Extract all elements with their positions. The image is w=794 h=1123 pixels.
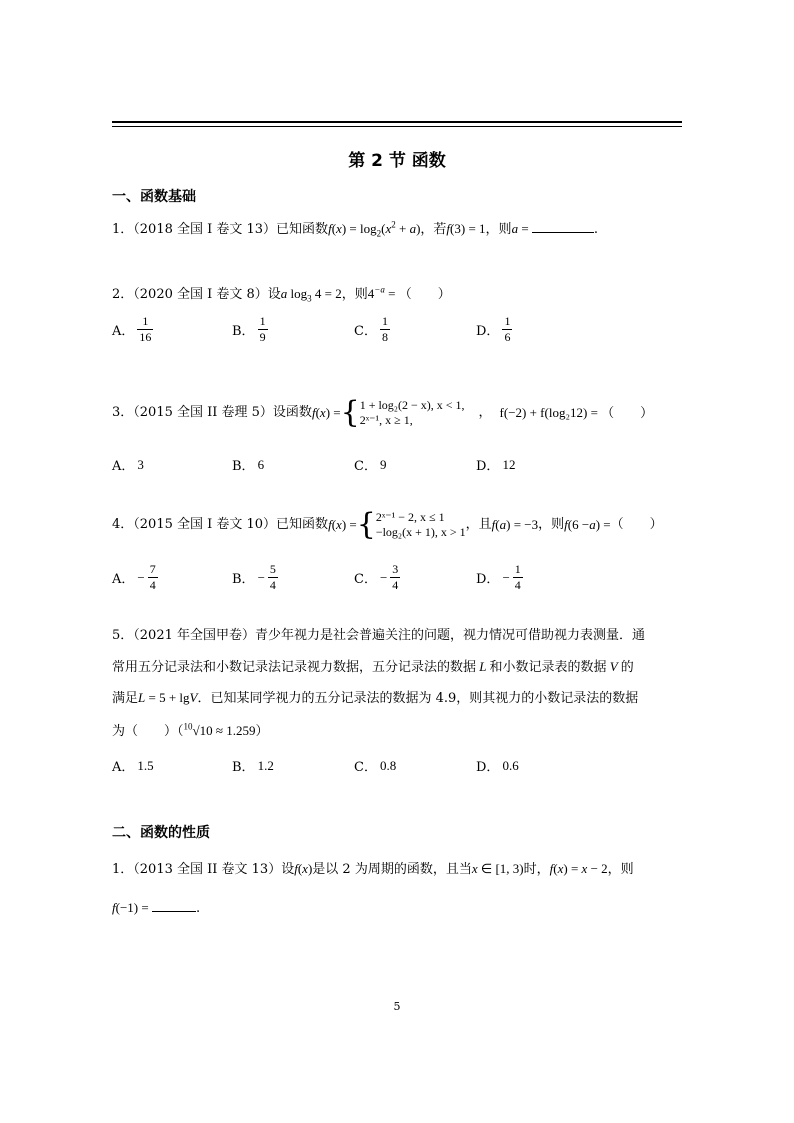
question-5-line-4: 为（ ）（$^{10}$√10 ≈ 1.259） bbox=[112, 721, 269, 739]
page-title: 第 2 节 函数 bbox=[348, 151, 446, 171]
option-a[interactable]: A． $\frac{1}{16}$ bbox=[112, 314, 152, 344]
piecewise-definition: 2ˣ⁻¹ − 2, x ≤ 1 −log₂(x + 1), x > 1 bbox=[375, 510, 466, 539]
section-heading-properties: 二、函数的性质 bbox=[112, 825, 210, 841]
question-6-stem: 1．（2013 全国 II 卷文 13）设 bbox=[112, 862, 295, 877]
answer-blank[interactable] bbox=[532, 220, 594, 233]
option-d[interactable]: D． 12 bbox=[476, 456, 516, 474]
question-2-stem: 2．（2020 全国 I 卷文 8）设 bbox=[112, 287, 281, 302]
option-b[interactable]: B． − $\frac{5}{4}$ bbox=[232, 562, 276, 592]
option-d[interactable]: D． − $\frac{1}{4}$ bbox=[476, 562, 521, 592]
question-6: 1．（2013 全国 II 卷文 13）设f(x)是以 2 为周期的函数，且当x ∈ [1, 3)时，f(x) = x − 2，则 bbox=[112, 861, 634, 877]
question-1: 1．（2018 全国 I 卷文 13）已知函数$f(x) = \log_2(x^2 + a)$，若f(3) = 1，则a = . bbox=[112, 219, 599, 239]
question-5-line-2: 常用五分记录法和小数记录法记录视力数据，五分记录法的数据 L 和小数记录表的数据 V 的 bbox=[112, 659, 634, 675]
header-rule-thick bbox=[112, 121, 682, 123]
option-b[interactable]: B． $\frac{1}{9}$ bbox=[232, 314, 266, 344]
section-heading-basics: 一、函数基础 bbox=[112, 189, 196, 205]
question-3: 3．（2015 全国 II 卷理 5）设函数 f ( x ) = { 1 + log₂(2 − x), x < 1, 2ˣ⁻¹, x ≥ 1, ， f(−2) + f(log₂12) = （ ） bbox=[112, 395, 654, 430]
question-4-stem: 4．（2015 全国 I 卷文 10）已知函数 bbox=[112, 517, 329, 532]
question-3-stem: 3．（2015 全国 II 卷理 5）设函数 bbox=[112, 405, 312, 420]
option-b[interactable]: B． 6 bbox=[232, 456, 265, 474]
option-d[interactable]: D． 0.6 bbox=[476, 757, 519, 775]
math-function-log: f bbox=[328, 221, 332, 236]
header-rule-thin bbox=[112, 126, 682, 127]
question-6-line-2: f(−1) = . bbox=[112, 900, 201, 916]
option-a[interactable]: A． 3 bbox=[112, 456, 144, 474]
question-5-line-3: 满足L = 5 + lgV．已知某同学视力的五分记录法的数据为 4.9，则其视力的小数记录法的数据 bbox=[112, 690, 639, 706]
question-4: 4．（2015 全国 I 卷文 10）已知函数 f ( x ) = { 2ˣ⁻¹ − 2, x ≤ 1 −log₂(x + 1), x > 1 ，且 f ( a ) = −3 ，则 f (6 − a ) = （ ） bbox=[112, 507, 663, 542]
option-c[interactable]: C． 0.8 bbox=[354, 757, 397, 775]
option-b[interactable]: B． 1.2 bbox=[232, 757, 274, 775]
option-c[interactable]: C． 9 bbox=[354, 456, 387, 474]
option-c[interactable]: C． $\frac{1}{8}$ bbox=[354, 314, 388, 344]
question-5-line-1: 5．（2021 年全国甲卷）青少年视力是社会普遍关注的问题，视力情况可借助视力表测量．通 bbox=[112, 628, 645, 643]
page-number: 5 bbox=[393, 1000, 401, 1013]
option-a[interactable]: A． 1.5 bbox=[112, 757, 154, 775]
question-1-stem: 1．（2018 全国 I 卷文 13）已知函数 bbox=[112, 222, 329, 237]
question-2: 2．（2020 全国 I 卷文 8）设a $\log_3 4 = 2$，则$4^{-a}$ = （ ） bbox=[112, 284, 451, 304]
answer-blank[interactable] bbox=[152, 899, 196, 912]
option-c[interactable]: C． − $\frac{3}{4}$ bbox=[354, 562, 399, 592]
piecewise-definition: 1 + log₂(2 − x), x < 1, 2ˣ⁻¹, x ≥ 1, bbox=[359, 398, 465, 427]
option-a[interactable]: A． − $\frac{7}{4}$ bbox=[112, 562, 156, 592]
option-d[interactable]: D． $\frac{1}{6}$ bbox=[476, 314, 511, 344]
